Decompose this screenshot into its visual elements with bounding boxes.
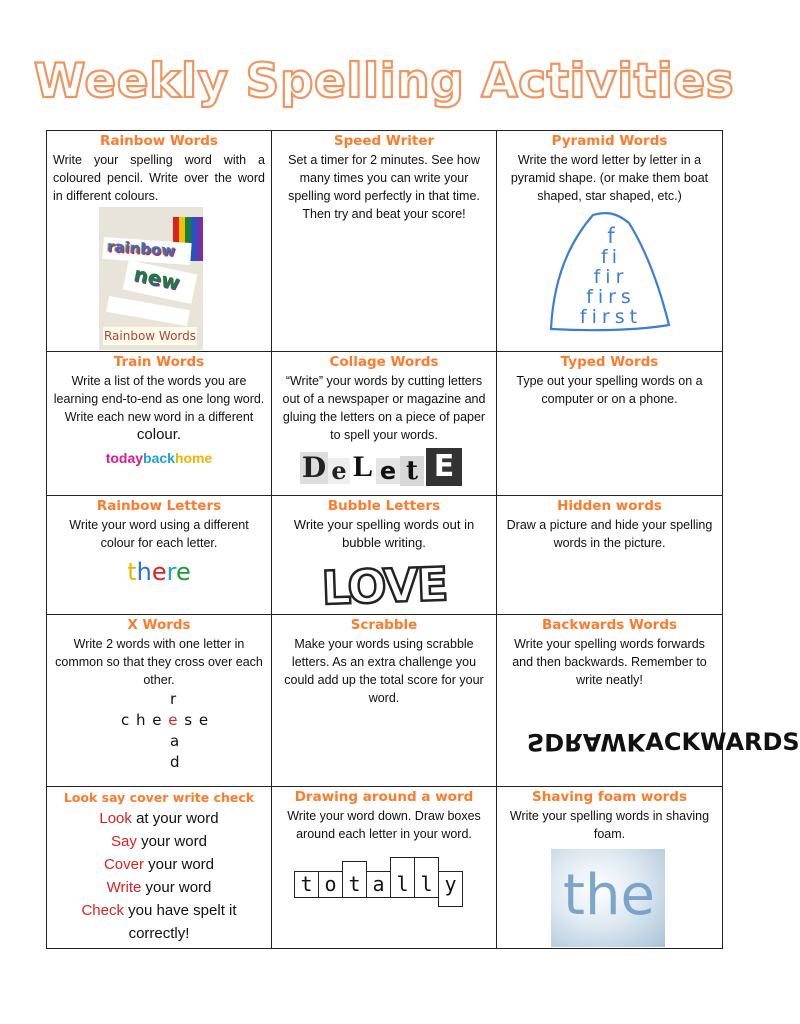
write-word: Write: [106, 879, 142, 896]
collage-example: [300, 448, 470, 490]
pyramid-words-heading: Pyramid Words: [551, 133, 668, 149]
backwards-reversed: SDRAWK: [527, 728, 646, 756]
cell-pyramid-words: [497, 131, 723, 352]
box-letter-5: l: [390, 857, 415, 898]
pyramid-line-3: fir: [593, 266, 629, 288]
rainbow-words-text: Write your spelling word with a coloured pencil. Write over the word in different colours.: [53, 153, 265, 203]
pyramid-line-1: f: [607, 224, 615, 248]
pyramid-line-5: first: [579, 306, 643, 328]
rainbow-letter-4: r: [166, 558, 176, 586]
cell-hidden-words: [497, 496, 723, 615]
train-words-example: [53, 450, 265, 466]
scrabble-heading: Scrabble: [350, 617, 418, 633]
box-letter-3: t: [342, 861, 367, 898]
speed-writer-text: Set a timer for 2 minutes. See how many times you can write your spelling word perfectly in that time. Then try and beat your score!: [288, 153, 480, 221]
activities-grid: [46, 130, 800, 949]
pyramid-words-text: Write the word letter by letter in a pyramid shape. (or make them boat shaped, star shaped, etc.): [510, 153, 709, 203]
look-say-line-1: [53, 807, 265, 830]
cell-bubble-letters: [272, 496, 497, 615]
collage-letter-5: t: [400, 456, 424, 486]
cross-row: [53, 710, 265, 731]
train-word-3: home: [174, 450, 213, 466]
look-say-line-5: [53, 899, 265, 922]
rainbow-letters-example: [53, 558, 265, 586]
cell-shaving-foam: [497, 787, 723, 949]
x-words-example: [53, 689, 265, 773]
collage-letter-4: e: [376, 458, 400, 484]
cell-look-say-cover: [47, 787, 272, 949]
page-title: Weekly Spelling Activities: [33, 54, 735, 109]
cell-drawing-around: [272, 787, 497, 949]
cover-word: Cover: [103, 856, 144, 873]
collage-words-text: “Write” your words by cutting letters out of a newspaper or magazine and gluing the letters on a piece of paper to spell your words.: [282, 374, 486, 442]
cell-speed-writer: [272, 131, 497, 352]
rainbow-example-card: rainbow: [102, 237, 191, 265]
cross-top-letter: r: [170, 690, 177, 708]
say-word: Say: [111, 833, 137, 850]
box-letter-6: l: [414, 857, 439, 898]
train-words-body: Write a list of the words you are learning end-to-end as one long word. Write each new word in a different: [53, 374, 265, 424]
bubble-love-example: LOVE: [320, 556, 448, 616]
look-say-line-6: correctly!: [128, 925, 190, 942]
typed-words-heading: Typed Words: [560, 354, 659, 370]
cross-shared-letter: e: [168, 711, 179, 729]
typed-words-text: Type out your spelling words on a computer or on a phone.: [516, 374, 703, 406]
cell-scrabble: [272, 615, 497, 787]
collage-letter-1: D: [301, 451, 327, 484]
train-words-heading: Train Words: [113, 354, 205, 370]
train-word-2: back: [143, 450, 175, 466]
rainbow-words-heading: Rainbow Words: [100, 133, 218, 149]
look-rest: at your word: [131, 810, 219, 827]
hidden-words-heading: Hidden words: [557, 498, 662, 514]
cell-x-words: [47, 615, 272, 787]
cross-bottom-letter-1: a: [170, 732, 180, 750]
cell-rainbow-words: [47, 131, 272, 352]
train-words-colour: colour.: [136, 426, 182, 443]
cross-bottom-letter-2: d: [170, 753, 180, 771]
drawing-around-heading: Drawing around a word: [294, 789, 474, 805]
backwards-forward: ACKWARDS: [645, 728, 800, 756]
look-say-line-3: [53, 853, 265, 876]
box-letter-1: t: [294, 871, 319, 898]
shaving-foam-photo: [551, 849, 665, 947]
look-say-line-2: [53, 830, 265, 853]
bubble-letters-text: Write your spelling words out in bubble writing.: [293, 517, 475, 550]
cross-row-left: c h e: [121, 711, 169, 729]
pyramid-line-4: firs: [586, 286, 636, 308]
pyramid-drawing: [537, 207, 677, 337]
cell-collage-words: [272, 352, 497, 496]
write-rest: your word: [141, 879, 212, 896]
box-letter-7: y: [438, 871, 463, 907]
x-words-text: Write 2 words with one letter in common so that they cross over each other.: [55, 637, 263, 687]
cross-row-right: s e: [178, 711, 210, 729]
box-letter-4: a: [366, 871, 391, 898]
train-words-text: [53, 372, 265, 444]
foam-word: the: [563, 863, 655, 928]
bubble-letters-heading: Bubble Letters: [327, 498, 441, 514]
look-say-heading: Look say cover write check: [63, 790, 255, 805]
rainbow-words-photo: [99, 207, 203, 350]
collage-letter-2: e: [328, 458, 350, 484]
rainbow-letters-text: Write your word using a different colour for each letter.: [69, 518, 249, 550]
rainbow-letter-1: t: [127, 558, 137, 586]
cover-rest: your word: [143, 856, 215, 873]
cell-train-words: [47, 352, 272, 496]
x-words-heading: X Words: [127, 617, 191, 633]
check-word: Check: [81, 902, 124, 919]
cell-rainbow-letters: [47, 496, 272, 615]
scrabble-text: Make your words using scrabble letters. As an extra challenge you could add up the total score for your word.: [284, 637, 484, 705]
drawing-around-text: Write your word down. Draw boxes around each letter in your word.: [287, 809, 481, 841]
rainbow-letter-5: e: [175, 558, 191, 586]
cell-backwards-words: [497, 615, 800, 787]
boxed-word-example: [294, 857, 474, 907]
backwards-words-heading: Backwards Words: [541, 617, 678, 633]
pyramid-line-2: fi: [601, 246, 621, 268]
box-letter-2: o: [318, 871, 343, 898]
rainbow-letter-2: h: [136, 558, 152, 586]
cell-typed-words: [497, 352, 723, 496]
shaving-foam-heading: Shaving foam words: [532, 789, 687, 805]
rainbow-letter-3: e: [151, 558, 167, 586]
say-rest: your word: [136, 833, 207, 850]
speed-writer-heading: Speed Writer: [333, 133, 435, 149]
train-word-1: today: [105, 450, 144, 466]
backwards-words-text: Write your spelling words forwards and then backwards. Remember to write neatly!: [512, 637, 707, 687]
collage-letter-6: E: [426, 448, 462, 486]
shaving-foam-text: Write your spelling words in shaving foam.: [509, 809, 710, 841]
hidden-words-text: Draw a picture and hide your spelling words in the picture.: [506, 518, 713, 550]
backwards-example: [527, 727, 800, 757]
new-example-card: new: [123, 260, 198, 304]
collage-letter-3: L: [350, 450, 376, 484]
collage-words-heading: Collage Words: [329, 354, 439, 370]
look-say-line-4: [53, 876, 265, 899]
rainbow-words-label-card: Rainbow Words: [103, 329, 197, 343]
rainbow-letters-heading: Rainbow Letters: [96, 498, 222, 514]
check-rest: you have spelt it: [123, 902, 237, 919]
look-word: Look: [99, 810, 132, 827]
